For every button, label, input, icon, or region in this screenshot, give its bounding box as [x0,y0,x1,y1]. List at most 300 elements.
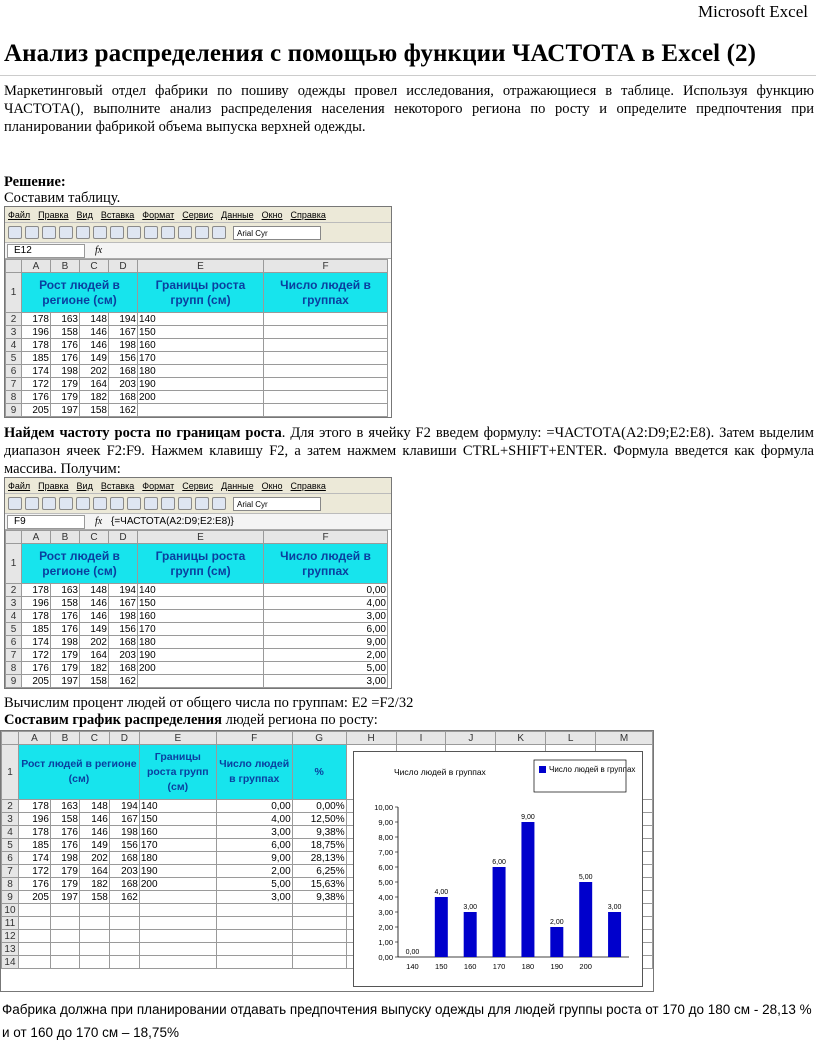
menu-view[interactable]: Вид [76,209,93,220]
menu-file[interactable]: Файл [8,209,31,220]
col-header-h[interactable]: H [346,732,396,745]
data-cell[interactable]: 176 [22,662,51,675]
sort-icon[interactable] [178,226,192,239]
data-cell[interactable]: 174 [22,636,51,649]
row-header[interactable]: 12 [2,930,19,943]
data-cell[interactable]: 198 [109,339,138,352]
data-cell[interactable]: 202 [80,636,109,649]
data-cell[interactable]: 202 [80,365,109,378]
data-cell[interactable]: 167 [109,326,138,339]
sum-icon[interactable] [161,226,175,239]
data-cell[interactable]: 196 [18,813,50,826]
data-cell[interactable]: 176 [51,352,80,365]
data-cell[interactable]: 172 [22,378,51,391]
data-cell[interactable]: 176 [51,623,80,636]
menu-file[interactable]: Файл [8,480,31,491]
font-select[interactable]: Arial Cyr [233,497,321,511]
name-box[interactable]: F9 [7,515,85,529]
menu-edit[interactable]: Правка [38,480,69,491]
empty-cell[interactable] [292,956,346,969]
sort-icon[interactable] [178,497,192,510]
hyperlink-icon[interactable] [144,497,158,510]
empty-cell[interactable] [50,917,79,930]
menu-format[interactable]: Формат [142,480,175,491]
data-cell[interactable]: 162 [109,404,138,417]
permission-icon[interactable] [59,226,73,239]
header-count[interactable]: Число людей в группах [216,745,292,800]
row-header[interactable]: 3 [6,597,22,610]
row-header[interactable]: 4 [6,610,22,623]
empty-cell[interactable] [292,943,346,956]
print-icon[interactable] [76,497,90,510]
data-cell[interactable]: 205 [18,891,50,904]
freq-cell[interactable]: 0,00 [264,584,388,597]
pct-cell[interactable]: 28,13% [292,852,346,865]
bar-chart[interactable] [353,751,643,987]
data-cell[interactable]: 178 [18,800,50,813]
row-header[interactable]: 7 [6,378,22,391]
bound-cell[interactable]: 180 [138,636,264,649]
open-icon[interactable] [25,497,39,510]
bound-cell[interactable]: 180 [139,852,216,865]
bound-cell[interactable]: 200 [139,878,216,891]
pct-cell[interactable]: 12,50% [292,813,346,826]
permission-icon[interactable] [59,497,73,510]
col-header-f[interactable]: F [264,531,388,544]
data-cell[interactable]: 168 [109,636,138,649]
data-cell[interactable]: 156 [109,839,139,852]
data-cell[interactable]: 174 [22,365,51,378]
empty-cell[interactable] [216,956,292,969]
data-cell[interactable]: 203 [109,865,139,878]
empty-cell[interactable] [139,943,216,956]
empty-cell[interactable] [216,943,292,956]
freq-cell[interactable] [264,391,388,404]
bound-cell[interactable]: 180 [138,365,264,378]
data-cell[interactable]: 179 [51,391,80,404]
data-cell[interactable]: 205 [22,675,51,688]
freq-cell[interactable]: 4,00 [264,597,388,610]
data-cell[interactable]: 162 [109,891,139,904]
empty-cell[interactable] [79,917,109,930]
header-bounds[interactable]: Границы роста групп (см) [138,544,264,584]
row-header[interactable]: 6 [6,636,22,649]
data-cell[interactable]: 176 [18,878,50,891]
empty-cell[interactable] [139,956,216,969]
row-header[interactable]: 1 [2,745,19,800]
data-cell[interactable]: 185 [18,839,50,852]
bound-cell[interactable]: 140 [138,313,264,326]
freq-cell[interactable]: 5,00 [216,878,292,891]
data-cell[interactable]: 205 [22,404,51,417]
data-cell[interactable]: 179 [51,662,80,675]
data-cell[interactable]: 203 [109,378,138,391]
data-cell[interactable]: 172 [22,649,51,662]
data-cell[interactable]: 182 [80,391,109,404]
copy-icon[interactable] [110,497,124,510]
data-cell[interactable]: 194 [109,584,138,597]
undo-icon[interactable] [127,497,141,510]
data-cell[interactable]: 179 [50,878,79,891]
data-cell[interactable]: 168 [109,852,139,865]
row-header[interactable]: 5 [6,352,22,365]
data-cell[interactable]: 178 [22,610,51,623]
empty-cell[interactable] [18,904,50,917]
data-cell[interactable]: 167 [109,813,139,826]
row-header[interactable]: 4 [6,339,22,352]
new-icon[interactable] [8,226,22,239]
bound-cell[interactable]: 170 [139,839,216,852]
chart-icon[interactable] [195,497,209,510]
freq-cell[interactable]: 9,00 [264,636,388,649]
row-header[interactable]: 6 [2,852,19,865]
col-header-k[interactable]: K [496,732,546,745]
data-cell[interactable]: 156 [109,623,138,636]
bound-cell[interactable]: 190 [138,378,264,391]
empty-cell[interactable] [216,930,292,943]
print-icon[interactable] [76,226,90,239]
data-cell[interactable]: 196 [22,597,51,610]
freq-cell[interactable] [264,352,388,365]
data-cell[interactable]: 146 [79,826,109,839]
row-header[interactable]: 13 [2,943,19,956]
data-cell[interactable]: 146 [80,597,109,610]
data-cell[interactable]: 185 [22,352,51,365]
row-header[interactable]: 10 [2,904,19,917]
bound-cell[interactable]: 150 [138,326,264,339]
bound-cell[interactable]: 140 [139,800,216,813]
row-header[interactable]: 8 [2,878,19,891]
empty-cell[interactable] [292,930,346,943]
freq-cell[interactable]: 4,00 [216,813,292,826]
empty-cell[interactable] [79,943,109,956]
col-header-d[interactable]: D [109,732,139,745]
menu-format[interactable]: Формат [142,209,175,220]
data-cell[interactable]: 146 [80,339,109,352]
save-icon[interactable] [42,497,56,510]
data-cell[interactable]: 164 [80,378,109,391]
col-header-i[interactable]: I [396,732,446,745]
empty-cell[interactable] [18,943,50,956]
freq-cell[interactable]: 3,00 [264,675,388,688]
name-box[interactable]: E12 [7,244,85,258]
data-cell[interactable]: 178 [22,339,51,352]
preview-icon[interactable] [93,226,107,239]
col-header-j[interactable]: J [446,732,496,745]
data-cell[interactable]: 149 [80,623,109,636]
data-cell[interactable]: 158 [51,326,80,339]
data-cell[interactable]: 148 [80,313,109,326]
header-pct[interactable]: % [292,745,346,800]
row-header[interactable]: 9 [6,675,22,688]
empty-cell[interactable] [109,917,139,930]
col-header-e[interactable]: E [138,260,264,273]
data-cell[interactable]: 182 [80,662,109,675]
chart-icon[interactable] [195,226,209,239]
data-cell[interactable]: 148 [79,800,109,813]
data-cell[interactable]: 198 [51,365,80,378]
col-header-g[interactable]: G [292,732,346,745]
data-cell[interactable]: 202 [79,852,109,865]
bound-cell[interactable]: 170 [138,352,264,365]
col-header-c[interactable]: C [80,531,109,544]
freq-cell[interactable]: 6,00 [216,839,292,852]
bound-cell[interactable] [138,675,264,688]
bound-cell[interactable]: 190 [138,649,264,662]
data-cell[interactable]: 146 [79,813,109,826]
row-header[interactable]: 4 [2,826,19,839]
data-cell[interactable]: 197 [50,891,79,904]
data-cell[interactable]: 168 [109,365,138,378]
data-cell[interactable]: 197 [51,404,80,417]
freq-cell[interactable] [264,404,388,417]
data-cell[interactable]: 148 [80,584,109,597]
freq-cell[interactable]: 0,00 [216,800,292,813]
row-header[interactable]: 11 [2,917,19,930]
freq-cell[interactable]: 3,00 [216,826,292,839]
row-header[interactable]: 8 [6,391,22,404]
menu-window[interactable]: Окно [261,480,283,491]
data-cell[interactable]: 158 [50,813,79,826]
row-header[interactable]: 9 [2,891,19,904]
freq-cell[interactable] [264,313,388,326]
col-header-d[interactable]: D [109,531,138,544]
bound-cell[interactable]: 200 [138,391,264,404]
data-cell[interactable]: 156 [109,352,138,365]
header-height[interactable]: Рост людей в регионе (см) [22,544,138,584]
freq-cell[interactable] [264,378,388,391]
row-header[interactable]: 2 [6,313,22,326]
col-header-a[interactable]: A [22,531,51,544]
empty-cell[interactable] [139,904,216,917]
sum-icon[interactable] [161,497,175,510]
empty-cell[interactable] [216,904,292,917]
data-cell[interactable]: 174 [18,852,50,865]
pct-cell[interactable]: 15,63% [292,878,346,891]
data-cell[interactable]: 179 [51,378,80,391]
empty-cell[interactable] [109,956,139,969]
col-header-f[interactable]: F [264,260,388,273]
bound-cell[interactable] [138,404,264,417]
empty-cell[interactable] [109,943,139,956]
data-cell[interactable]: 198 [109,610,138,623]
empty-cell[interactable] [18,930,50,943]
data-cell[interactable]: 203 [109,649,138,662]
header-bounds[interactable]: Границы роста групп (см) [138,273,264,313]
data-cell[interactable]: 178 [22,313,51,326]
freq-cell[interactable] [264,339,388,352]
data-cell[interactable]: 163 [50,800,79,813]
data-cell[interactable]: 163 [51,313,80,326]
bound-cell[interactable]: 200 [138,662,264,675]
freq-cell[interactable]: 2,00 [264,649,388,662]
freq-cell[interactable]: 3,00 [264,610,388,623]
row-header[interactable]: 1 [6,273,22,313]
menu-insert[interactable]: Вставка [100,209,135,220]
data-cell[interactable]: 194 [109,313,138,326]
data-cell[interactable]: 146 [80,610,109,623]
data-cell[interactable]: 172 [18,865,50,878]
empty-cell[interactable] [79,956,109,969]
bound-cell[interactable]: 190 [139,865,216,878]
data-cell[interactable]: 164 [80,649,109,662]
row-header[interactable]: 2 [6,584,22,597]
data-cell[interactable]: 168 [109,391,138,404]
menu-insert[interactable]: Вставка [100,480,135,491]
data-cell[interactable]: 149 [80,352,109,365]
help-icon[interactable] [212,497,226,510]
header-height[interactable]: Рост людей в регионе (см) [22,273,138,313]
data-cell[interactable]: 178 [22,584,51,597]
empty-cell[interactable] [18,956,50,969]
data-cell[interactable]: 168 [109,662,138,675]
data-cell[interactable]: 158 [51,597,80,610]
header-bounds[interactable]: Границы роста групп (см) [139,745,216,800]
preview-icon[interactable] [93,497,107,510]
data-cell[interactable]: 158 [80,675,109,688]
font-select[interactable]: Arial Cyr [233,226,321,240]
data-cell[interactable]: 176 [50,826,79,839]
menu-help[interactable]: Справка [290,480,326,491]
col-header-d[interactable]: D [109,260,138,273]
empty-cell[interactable] [79,904,109,917]
bound-cell[interactable]: 150 [138,597,264,610]
col-header-c[interactable]: C [80,260,109,273]
row-header[interactable]: 7 [2,865,19,878]
empty-cell[interactable] [292,904,346,917]
row-header[interactable]: 7 [6,649,22,662]
empty-cell[interactable] [79,930,109,943]
freq-cell[interactable] [264,326,388,339]
empty-cell[interactable] [50,930,79,943]
col-header-c[interactable]: C [79,732,109,745]
data-cell[interactable]: 182 [79,878,109,891]
fx-icon[interactable]: fx [95,245,103,256]
freq-cell[interactable] [264,365,388,378]
data-cell[interactable]: 176 [22,391,51,404]
data-cell[interactable]: 198 [50,852,79,865]
menu-data[interactable]: Данные [221,209,254,220]
col-header-b[interactable]: B [51,260,80,273]
data-cell[interactable]: 167 [109,597,138,610]
col-header-l[interactable]: L [546,732,596,745]
freq-cell[interactable]: 6,00 [264,623,388,636]
menu-help[interactable]: Справка [290,209,326,220]
pct-cell[interactable]: 9,38% [292,891,346,904]
empty-cell[interactable] [50,956,79,969]
empty-cell[interactable] [109,930,139,943]
row-header[interactable]: 8 [6,662,22,675]
col-header-e[interactable]: E [138,531,264,544]
data-cell[interactable]: 179 [51,649,80,662]
data-cell[interactable]: 197 [51,675,80,688]
data-cell[interactable]: 179 [50,865,79,878]
row-header[interactable]: 3 [6,326,22,339]
row-header[interactable]: 3 [2,813,19,826]
row-header[interactable]: 9 [6,404,22,417]
data-cell[interactable]: 158 [79,891,109,904]
bound-cell[interactable]: 150 [139,813,216,826]
empty-cell[interactable] [139,930,216,943]
data-cell[interactable]: 163 [51,584,80,597]
bound-cell[interactable] [139,891,216,904]
col-header-b[interactable]: B [51,531,80,544]
empty-cell[interactable] [50,904,79,917]
bound-cell[interactable]: 160 [139,826,216,839]
col-header-e[interactable]: E [139,732,216,745]
data-cell[interactable]: 176 [50,839,79,852]
menu-view[interactable]: Вид [76,480,93,491]
bound-cell[interactable]: 160 [138,610,264,623]
col-header-a[interactable]: A [22,260,51,273]
data-cell[interactable]: 178 [18,826,50,839]
row-header[interactable]: 5 [2,839,19,852]
pct-cell[interactable]: 18,75% [292,839,346,852]
bound-cell[interactable]: 160 [138,339,264,352]
freq-cell[interactable]: 2,00 [216,865,292,878]
hyperlink-icon[interactable] [144,226,158,239]
formula-input[interactable]: {=ЧАСТОТА(A2:D9;E2:E8)} [111,516,234,527]
pct-cell[interactable]: 6,25% [292,865,346,878]
header-height[interactable]: Рост людей в регионе (см) [18,745,139,800]
col-header-f[interactable]: F [216,732,292,745]
row-header[interactable]: 6 [6,365,22,378]
copy-icon[interactable] [110,226,124,239]
menu-tools[interactable]: Сервис [182,209,214,220]
row-header[interactable]: 2 [2,800,19,813]
data-cell[interactable]: 194 [109,800,139,813]
menu-edit[interactable]: Правка [38,209,69,220]
freq-cell[interactable]: 5,00 [264,662,388,675]
pct-cell[interactable]: 0,00% [292,800,346,813]
header-count[interactable]: Число людей в группах [264,273,388,313]
help-icon[interactable] [212,226,226,239]
data-cell[interactable]: 176 [51,339,80,352]
data-cell[interactable]: 196 [22,326,51,339]
data-cell[interactable]: 158 [80,404,109,417]
empty-cell[interactable] [216,917,292,930]
open-icon[interactable] [25,226,39,239]
col-header-m[interactable]: M [596,732,653,745]
data-cell[interactable]: 198 [109,826,139,839]
menu-data[interactable]: Данные [221,480,254,491]
data-cell[interactable]: 168 [109,878,139,891]
bound-cell[interactable]: 140 [138,584,264,597]
row-header[interactable]: 14 [2,956,19,969]
save-icon[interactable] [42,226,56,239]
empty-cell[interactable] [18,917,50,930]
data-cell[interactable]: 185 [22,623,51,636]
empty-cell[interactable] [50,943,79,956]
empty-cell[interactable] [109,904,139,917]
data-cell[interactable]: 162 [109,675,138,688]
data-cell[interactable]: 198 [51,636,80,649]
row-header[interactable]: 1 [6,544,22,584]
data-cell[interactable]: 176 [51,610,80,623]
freq-cell[interactable]: 9,00 [216,852,292,865]
bound-cell[interactable]: 170 [138,623,264,636]
col-header-b[interactable]: B [50,732,79,745]
undo-icon[interactable] [127,226,141,239]
new-icon[interactable] [8,497,22,510]
empty-cell[interactable] [292,917,346,930]
freq-cell[interactable]: 3,00 [216,891,292,904]
data-cell[interactable]: 149 [79,839,109,852]
fx-icon[interactable]: fx [95,516,103,527]
pct-cell[interactable]: 9,38% [292,826,346,839]
row-header[interactable]: 5 [6,623,22,636]
data-cell[interactable]: 164 [79,865,109,878]
